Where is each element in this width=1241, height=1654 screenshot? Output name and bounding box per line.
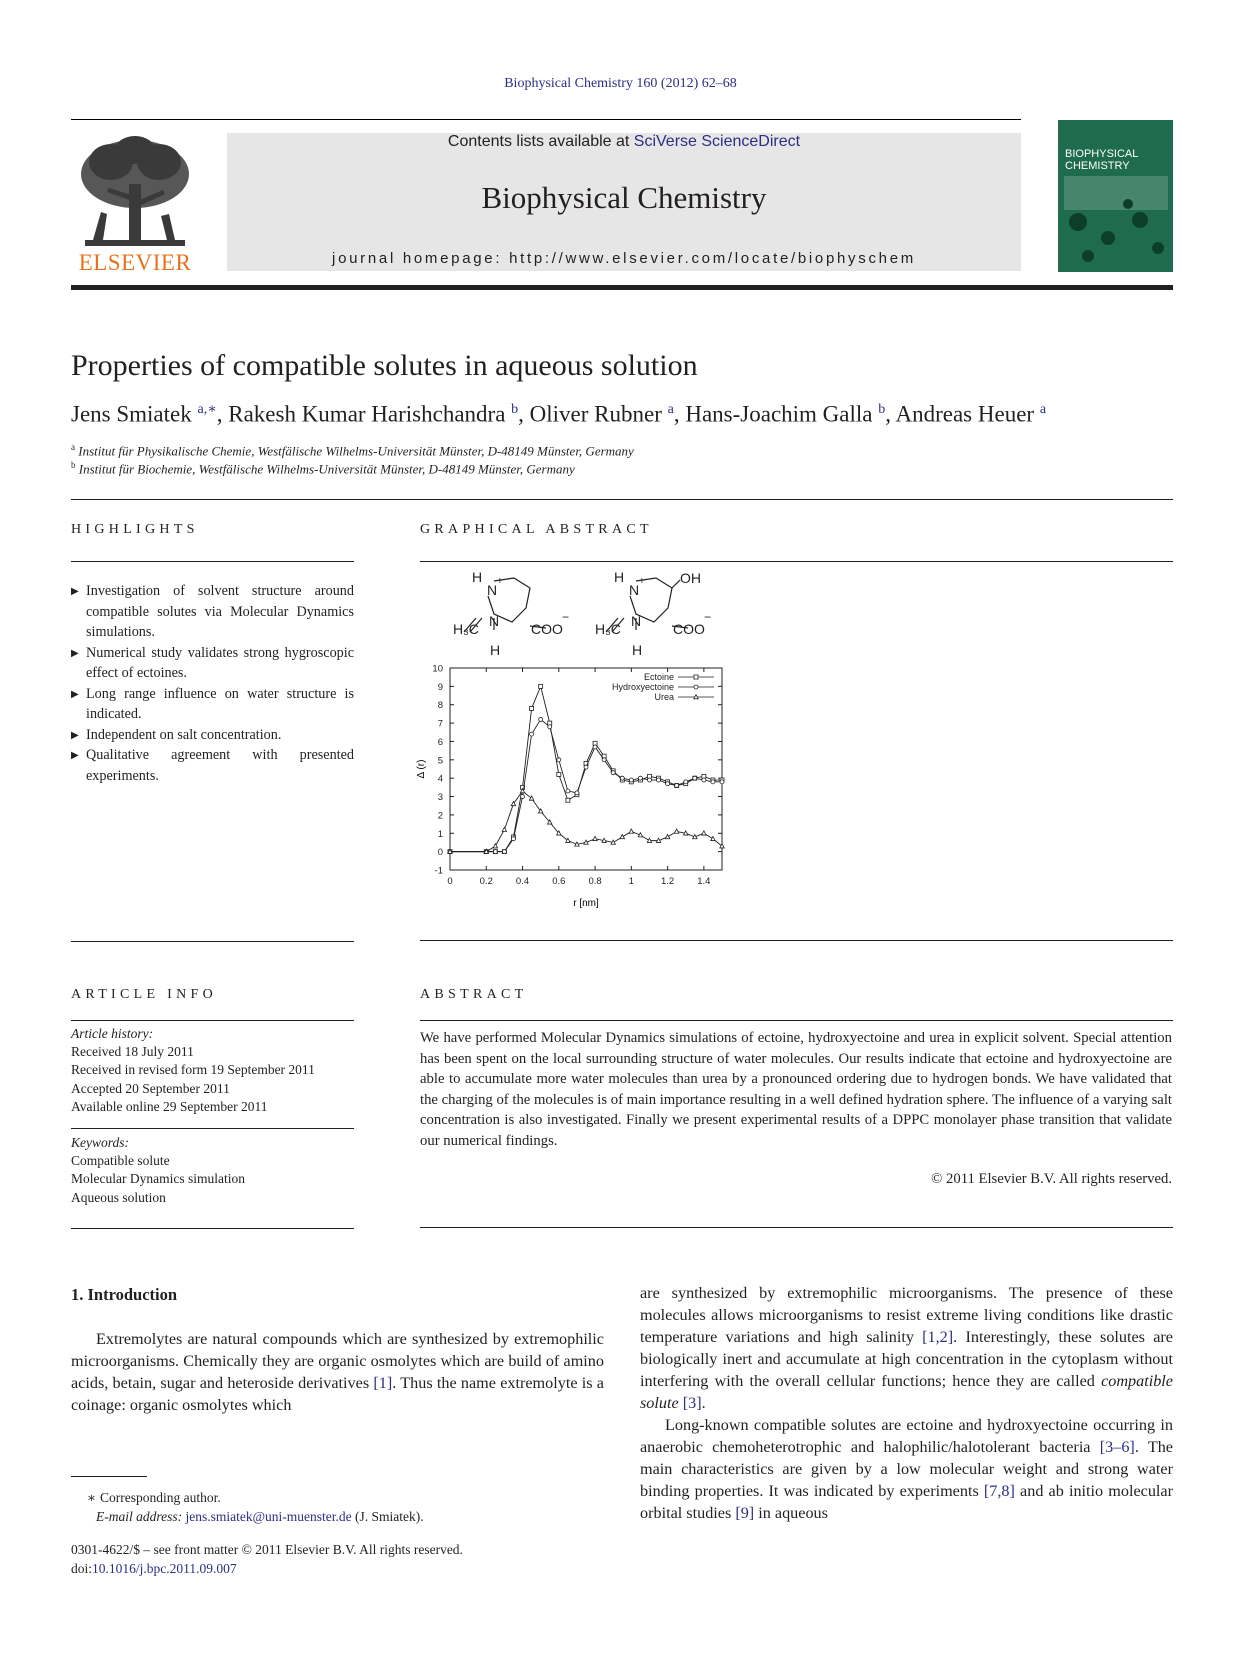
data-point xyxy=(693,776,697,780)
author-name[interactable]: Oliver Rubner xyxy=(529,401,662,427)
data-point xyxy=(530,732,534,736)
series-line xyxy=(450,719,722,851)
data-point xyxy=(720,780,724,784)
data-point xyxy=(665,835,669,839)
x-tick-label: 0.6 xyxy=(552,876,566,887)
mol-label: − xyxy=(704,610,712,624)
x-tick-label: 0.4 xyxy=(515,876,530,887)
data-point xyxy=(629,829,633,833)
keywords-block xyxy=(71,1134,354,1207)
keywords-label: Keywords: xyxy=(71,1135,129,1150)
data-point xyxy=(647,778,651,782)
data-point xyxy=(602,838,606,842)
x-tick-label: 1.2 xyxy=(660,876,675,887)
y-tick-label: 9 xyxy=(437,681,443,693)
data-point xyxy=(548,725,552,729)
data-point xyxy=(584,765,588,769)
history-label: Article history: xyxy=(71,1026,154,1041)
data-point xyxy=(575,791,579,795)
author-separator: , xyxy=(216,401,229,427)
mol-label: OH xyxy=(680,570,701,586)
article-title: Properties of compatible solutes in aqueous solution xyxy=(71,349,698,382)
data-point xyxy=(694,695,698,699)
intro-text: . Thus the name extremolyte is a coinage: organic osmolytes which xyxy=(71,1374,604,1414)
data-point xyxy=(702,831,706,835)
author-affil-sup[interactable]: a xyxy=(667,402,674,417)
author-separator: , xyxy=(885,401,896,427)
mol-label: N xyxy=(489,613,500,629)
author-name[interactable]: Rakesh Kumar Harishchandra xyxy=(228,401,506,427)
history-item: Available online 29 September 2011 xyxy=(71,1098,268,1114)
y-tick-label: 8 xyxy=(437,700,443,712)
series-urea xyxy=(448,789,724,854)
footnote-rule xyxy=(71,1476,147,1477)
author-affil-sup[interactable]: b xyxy=(511,402,519,417)
email-suffix: (J. Smiatek). xyxy=(355,1509,424,1524)
intro-text: . Interestingly, these solutes are biologically inert and accumulate at high concentration in the cytoplasm without interfering with the overall cellular functions; hence they are called xyxy=(640,1328,1173,1390)
mol-label: + xyxy=(497,576,503,587)
author-name[interactable]: Hans-Joachim Galla xyxy=(685,401,873,427)
mol-label: COO xyxy=(531,621,563,637)
data-point xyxy=(694,685,698,689)
data-point xyxy=(675,784,679,788)
data-point xyxy=(693,835,697,839)
author-separator: , xyxy=(518,401,530,427)
mol-label: COO xyxy=(673,621,705,637)
footnote-star: ∗ xyxy=(86,1490,96,1505)
intro-text: . The main characteristics are given by a low molecular weight and strong water binding properties. It was indicated by experiments xyxy=(640,1438,1173,1500)
data-point xyxy=(657,778,661,782)
journal-reference[interactable]: Biophysical Chemistry 160 (2012) 62–68 xyxy=(504,76,737,91)
highlights-bottom-rule xyxy=(71,941,354,942)
data-point xyxy=(502,850,506,854)
email-link[interactable]: jens.smiatek@uni-muenster.de xyxy=(185,1509,352,1524)
journal-homepage[interactable]: journal homepage: http://www.elsevier.com/locate/biophyschem xyxy=(332,250,916,267)
affiliation-sup: b xyxy=(71,460,76,470)
data-point xyxy=(539,717,543,721)
data-point xyxy=(684,780,688,784)
data-point xyxy=(566,798,570,802)
front-matter xyxy=(71,1540,463,1578)
x-tick-label: 1.4 xyxy=(697,876,711,887)
series-hydroxyectoine xyxy=(448,717,724,853)
journal-cover-image xyxy=(1058,120,1173,272)
data-point xyxy=(638,833,642,837)
highlight-item: ▶ Numerical study validates strong hygroscopic effect of ectoines. xyxy=(71,643,354,684)
article-history xyxy=(71,1025,354,1116)
data-point xyxy=(566,789,570,793)
data-point xyxy=(694,675,698,679)
affiliation-text: Institut für Biochemie, Westfälische Wilhelms-Universität Münster, D-48149 Münster, Germany xyxy=(78,461,575,477)
intro-paragraph-2 xyxy=(640,1414,1173,1524)
doi-link[interactable]: 10.1016/j.bpc.2011.09.007 xyxy=(92,1561,237,1576)
y-axis-label: Δ (r) xyxy=(416,759,427,779)
x-tick-label: 0.2 xyxy=(479,876,493,887)
x-tick-label: 1 xyxy=(628,876,634,887)
affiliation-b xyxy=(71,460,575,477)
y-tick-label: -1 xyxy=(434,865,443,877)
data-point xyxy=(711,780,715,784)
intro-text: Extremolytes are natural compounds which are synthesized by extremophilic microorganisms. Chemically they are organic osmolytes which are build of amino acids, betain, sugar and heteroside derivatives xyxy=(71,1330,604,1392)
author-affil-sup[interactable]: b xyxy=(878,402,886,417)
data-point xyxy=(620,835,624,839)
highlight-item: ▶ Long range influence on water structure is indicated. xyxy=(71,684,354,725)
article-info-heading: ARTICLE INFO xyxy=(71,987,218,1002)
y-tick-label: 2 xyxy=(437,810,443,822)
contents-line xyxy=(227,133,1021,151)
data-point xyxy=(557,758,561,762)
abstract-text: We have performed Molecular Dynamics simulations of ectoine, hydroxyectoine and urea in explicit solvent. Special attention has been spent on the local surrounding structure of water molecules. Our results indicate that ectoine and hydroxyectoine are able to accumulate more water molecules than urea by a pronounced ordering due to hydrogen bonds. We have validated that the charging of the molecules is of main importance resulting in a well defined hydration sphere. The influence of a varying salt concentration is also investigated. Finally we present experimental results of a DPPC monolayer phase transition that validate our numerical findings. xyxy=(420,1030,1172,1149)
y-tick-label: 7 xyxy=(437,718,443,730)
article-info-rule xyxy=(71,1020,354,1021)
corresponding-author-text: Corresponding author. xyxy=(100,1490,221,1505)
affiliation-a xyxy=(71,442,634,459)
sciencedirect-link[interactable]: SciVerse ScienceDirect xyxy=(633,133,801,150)
y-tick-label: 0 xyxy=(437,847,443,859)
email-label: E-mail address: xyxy=(96,1509,183,1524)
citation-link[interactable]: [9] xyxy=(735,1504,755,1522)
cover-bubbles-icon xyxy=(1058,120,1173,272)
mol-label: H₃C xyxy=(595,621,621,637)
journal-banner xyxy=(227,133,1021,271)
data-point xyxy=(557,773,561,777)
highlight-item: ▶ Independent on salt concentration. xyxy=(71,725,354,746)
y-tick-label: 4 xyxy=(437,773,443,785)
data-point xyxy=(584,840,588,844)
citation-link[interactable]: [1,2] xyxy=(922,1328,954,1346)
email-line xyxy=(71,1507,424,1526)
elsevier-wordmark: ELSEVIER xyxy=(78,250,192,275)
footnote xyxy=(71,1488,424,1526)
data-point xyxy=(521,795,525,799)
introduction-heading: 1. Introduction xyxy=(71,1285,178,1304)
x-axis-label: r [nm] xyxy=(573,898,599,909)
keyword-item: Aqueous solution xyxy=(71,1189,166,1205)
abstract-bottom-rule xyxy=(420,1227,1173,1228)
author-separator: , xyxy=(673,401,686,427)
data-point xyxy=(647,838,651,842)
data-point xyxy=(502,827,506,831)
graphical-abstract-rule xyxy=(420,561,1173,562)
intro-text: and ab initio molecular orbital studies xyxy=(640,1482,1173,1522)
data-point xyxy=(656,838,660,842)
affiliation-sup: a xyxy=(71,442,75,452)
y-tick-label: 5 xyxy=(437,755,443,767)
data-point xyxy=(575,842,579,846)
y-tick-label: 1 xyxy=(437,828,443,840)
header-top-rule xyxy=(71,119,1021,120)
mol-label: N xyxy=(487,582,498,598)
highlights-list xyxy=(71,581,354,786)
mol-label: + xyxy=(639,576,645,587)
graphical-abstract-heading: GRAPHICAL ABSTRACT xyxy=(420,522,653,537)
data-point xyxy=(493,844,497,848)
section-divider xyxy=(71,499,1173,500)
data-point xyxy=(629,778,633,782)
abstract-rule xyxy=(420,1020,1173,1021)
keyword-item: Compatible solute xyxy=(71,1153,170,1169)
article-info-bottom-rule xyxy=(71,1228,354,1229)
delta-r-plot xyxy=(416,664,724,910)
intro-column-2 xyxy=(640,1282,1173,1524)
highlights-heading: HIGHLIGHTS xyxy=(71,522,199,537)
legend-label: Hydroxyectoine xyxy=(611,682,674,692)
doi-line xyxy=(71,1559,463,1578)
author-list xyxy=(71,401,1046,428)
mol-label: − xyxy=(562,610,570,624)
y-tick-label: 6 xyxy=(437,736,443,748)
header-thick-rule xyxy=(71,285,1173,290)
graphical-abstract-bottom-rule xyxy=(420,940,1173,941)
contents-prefix: Contents lists available at xyxy=(447,133,634,150)
mol-label: H₃C xyxy=(453,621,479,637)
keyword-item: Molecular Dynamics simulation xyxy=(71,1171,245,1187)
legend-label: Urea xyxy=(654,692,674,702)
citation-link[interactable]: [7,8] xyxy=(983,1482,1015,1500)
doi-prefix: doi: xyxy=(71,1561,93,1576)
intro-paragraph-1 xyxy=(71,1328,604,1416)
intro-text: Long-known compatible solutes are ectoine and hydroxyectoine occurring in anaerobic chemoheterotrophic and halophilic/halotolerant bacteria xyxy=(640,1416,1173,1456)
citation-link[interactable]: [1] xyxy=(373,1374,393,1392)
history-item: Received 18 July 2011 xyxy=(71,1044,194,1060)
highlight-item: ▶ Qualitative agreement with presented experiments. xyxy=(71,745,354,786)
citation-link[interactable]: [3] xyxy=(682,1394,702,1412)
data-point xyxy=(593,836,597,840)
cover-title: BIOPHYSICAL CHEMISTRY xyxy=(1065,148,1138,172)
author-name[interactable]: Andreas Heuer xyxy=(895,401,1035,427)
mol-label: H xyxy=(614,569,625,585)
keywords-rule xyxy=(71,1128,354,1129)
intro-paragraph-cont: are synthesized by extremophilic microorganisms. The presence of these molecules allows microorganisms to resist extreme living conditions like drastic temperature variations and high salinity [1,2]. Interestingly, these solutes are biologically inert and accumulate at high concentration in the cytoplasm without interfering with the overall cellular functions; hence they are called compatible solute [3]. xyxy=(640,1284,1173,1412)
author-affil-sup[interactable]: a xyxy=(1039,402,1047,417)
data-point xyxy=(674,829,678,833)
author-name[interactable]: Jens Smiatek xyxy=(71,401,192,427)
mol-label: H xyxy=(472,569,483,585)
mol-label: N xyxy=(629,582,640,598)
issn-line: 0301-4622/$ – see front matter © 2011 Elsevier B.V. All rights reserved. xyxy=(71,1542,463,1557)
data-point xyxy=(638,776,642,780)
highlights-rule xyxy=(71,561,354,562)
data-point xyxy=(702,778,706,782)
data-point xyxy=(684,831,688,835)
x-tick-label: 0 xyxy=(447,876,453,887)
highlight-item: ▶ Investigation of solvent structure around compatible solutes via Molecular Dynamics simulations. xyxy=(71,581,354,643)
data-point xyxy=(666,782,670,786)
intro-text: are synthesized by extremophilic microorganisms. The presence of these molecules allows microorganisms to resist extreme living conditions like drastic temperature variations and high salinity xyxy=(640,1284,1173,1346)
mol-label: H xyxy=(490,642,501,658)
data-point xyxy=(511,837,515,841)
data-point xyxy=(620,776,624,780)
corresponding-author-note xyxy=(71,1488,424,1507)
data-point xyxy=(602,758,606,762)
x-tick-label: 0.8 xyxy=(588,876,602,887)
data-point xyxy=(593,745,597,749)
abstract-copyright: © 2011 Elsevier B.V. All rights reserved. xyxy=(931,1171,1172,1187)
affiliation-text: Institut für Physikalische Chemie, Westfälische Wilhelms-Universität Münster, D-48149 Münster, Germany xyxy=(78,443,634,459)
history-item: Accepted 20 September 2011 xyxy=(71,1080,230,1096)
data-point xyxy=(611,840,615,844)
data-point xyxy=(530,706,534,710)
mol-label: N xyxy=(631,613,642,629)
author-affil-sup[interactable]: a,∗ xyxy=(197,402,217,417)
y-tick-label: 10 xyxy=(432,663,443,675)
abstract-heading: ABSTRACT xyxy=(420,987,528,1002)
intro-italic-term: compatible solute xyxy=(640,1372,1173,1412)
graphical-abstract-figure xyxy=(418,570,728,910)
journal-name: Biophysical Chemistry xyxy=(481,180,767,215)
data-point xyxy=(493,850,497,854)
citation-link[interactable]: [3–6] xyxy=(1099,1438,1135,1456)
mol-label: H xyxy=(632,642,643,658)
legend-label: Ectoine xyxy=(643,672,674,682)
intro-text: in aqueous xyxy=(754,1504,828,1522)
y-tick-label: 3 xyxy=(437,792,443,804)
data-point xyxy=(711,836,715,840)
history-item: Received in revised form 19 September 2011 xyxy=(71,1062,315,1078)
data-point xyxy=(611,771,615,775)
data-point xyxy=(539,684,543,688)
